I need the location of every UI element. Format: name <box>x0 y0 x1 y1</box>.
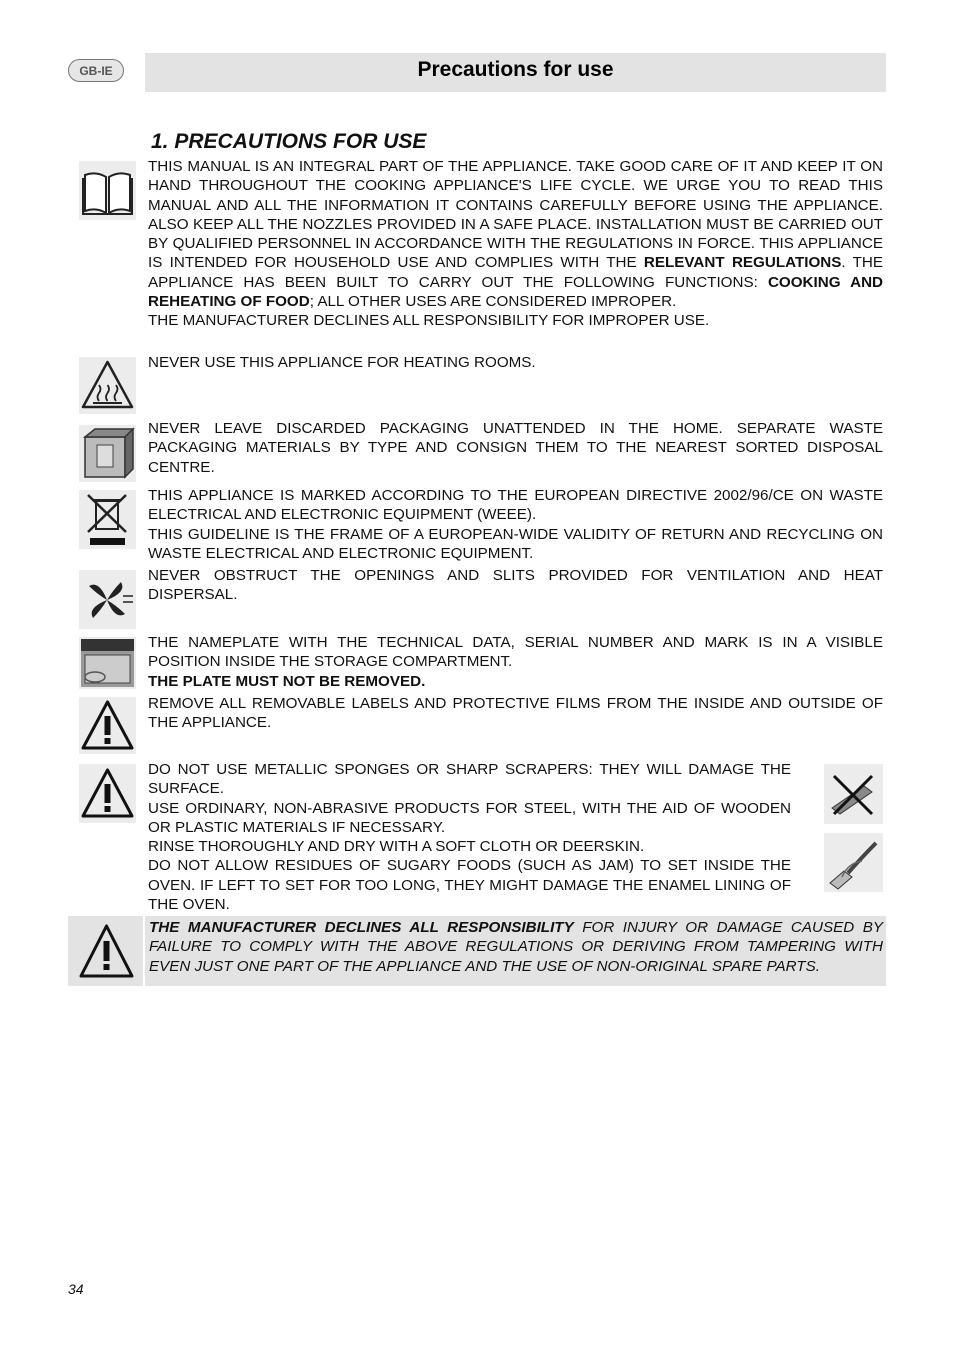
packaging-text <box>148 419 883 477</box>
responsibility-box <box>68 916 886 986</box>
cleaning-paragraph-1: DO NOT USE METALLIC SPONGES OR SHARP SCRAPERS: THEY WILL DAMAGE THE SURFACE. <box>148 761 791 798</box>
manual-declines: THE MANUFACTURER DECLINES ALL RESPONSIBILITY FOR IMPROPER USE. <box>148 312 710 330</box>
manual-text <box>148 157 883 331</box>
book-icon <box>79 161 136 220</box>
language-badge: GB-IE <box>68 59 124 82</box>
manual-bold-1: RELEVANT REGULATIONS <box>643 254 842 272</box>
manual-paragraph <box>148 157 883 311</box>
weee-bin-icon <box>79 490 136 549</box>
labels-paragraph: REMOVE ALL REMOVABLE LABELS AND PROTECTIVE FILMS FROM THE INSIDE AND OUTSIDE OF THE APPLIANCE. <box>148 695 883 732</box>
cleaning-paragraph-3: RINSE THOROUGHLY AND DRY WITH A SOFT CLOTH OR DEERSKIN. <box>148 838 645 856</box>
page-header-title: Precautions for use <box>417 57 614 81</box>
nameplate-bold-paragraph <box>148 672 883 691</box>
nameplate-text <box>148 633 883 691</box>
packaging-box-icon <box>79 425 136 482</box>
spatula-icon <box>824 833 883 892</box>
manual-bold-2: COOKING AND REHEATING OF FOOD <box>148 273 884 311</box>
labels-text <box>148 694 883 733</box>
oven-nameplate-icon <box>79 637 136 689</box>
nameplate-bold: THE PLATE MUST NOT BE REMOVED. <box>148 672 426 690</box>
hot-surface-icon <box>79 357 136 414</box>
cleaning-text <box>148 760 791 914</box>
heating-paragraph: NEVER USE THIS APPLIANCE FOR HEATING ROOMS. <box>148 354 536 371</box>
no-scraper-icon <box>824 764 883 824</box>
cleaning-paragraph-4: DO NOT ALLOW RESIDUES OF SUGARY FOODS (SUCH AS JAM) TO SET INSIDE THE OVEN. IF LEFT TO SET FOR TOO LONG, THEY MIGHT DAMAGE THE ENAMEL LINING OF THE OVEN. <box>148 857 791 914</box>
warning-icon <box>68 916 145 986</box>
header-bar <box>145 53 886 92</box>
ventilation-text <box>148 566 883 605</box>
section-title: 1. PRECAUTIONS FOR USE <box>151 130 427 153</box>
warning-icon <box>79 764 136 823</box>
weee-paragraph-1: THIS APPLIANCE IS MARKED ACCORDING TO THE EUROPEAN DIRECTIVE 2002/96/CE ON WASTE ELECTRICAL AND ELECTRONIC EQUIPMENT (WEEE). <box>148 487 883 524</box>
warning-icon <box>79 697 136 754</box>
responsibility-text <box>149 918 883 976</box>
ventilation-paragraph: NEVER OBSTRUCT THE OPENINGS AND SLITS PROVIDED FOR VENTILATION AND HEAT DISPERSAL. <box>148 567 883 604</box>
responsibility-bold: THE MANUFACTURER DECLINES ALL RESPONSIBILITY <box>149 919 574 936</box>
responsibility-rest: FOR INJURY OR DAMAGE CAUSED BY FAILURE TO COMPLY WITH THE ABOVE REGULATIONS OR DERIVING FROM TAMPERING WITH EVEN JUST ONE PART OF THE APPLIANCE AND THE USE OF NON-ORIGINAL SPARE PARTS. <box>149 919 883 975</box>
ventilation-fan-icon <box>79 570 136 629</box>
nameplate-paragraph: THE NAMEPLATE WITH THE TECHNICAL DATA, SERIAL NUMBER AND MARK IS IN A VISIBLE POSITION INSIDE THE STORAGE COMPARTMENT. <box>148 634 883 671</box>
manual-text-1: THIS MANUAL IS AN INTEGRAL PART OF THE APPLIANCE. TAKE GOOD CARE OF IT AND KEEP IT ON HAND THROUGHOUT THE COOKING APPLIANCE'S LIFE CYCLE. WE URGE YOU TO READ THIS MANUAL AND ALL THE INFORMATION IT CONTAINS CAREFULLY BEFORE USING THE APPLIANCE. ALSO KEEP ALL THE NOZZLES PROVIDED IN A SAFE PLACE. INSTALLATION MUST BE CARRIED OUT BY QUALIFIED PERSONNEL IN ACCORDANCE WITH THE REGULATIONS IN FORCE. THIS APPLIANCE IS INTENDED FOR HOUSEHOLD USE AND COMPLIES WITH THE <box>148 158 883 272</box>
heating-text <box>148 353 883 372</box>
manual-text-3: ; ALL OTHER USES ARE CONSIDERED IMPROPER. <box>309 293 677 311</box>
page-number: 34 <box>68 1281 84 1297</box>
cleaning-paragraph-2: USE ORDINARY, NON-ABRASIVE PRODUCTS FOR STEEL, WITH THE AID OF WOODEN OR PLASTIC MATERIALS IF NECESSARY. <box>148 799 791 836</box>
manual-text-2: . THE APPLIANCE HAS BEEN BUILT TO CARRY OUT THE FOLLOWING FUNCTIONS: <box>148 254 884 291</box>
weee-paragraph-2: THIS GUIDELINE IS THE FRAME OF A EUROPEAN-WIDE VALIDITY OF RETURN AND RECYCLING ON WASTE ELECTRICAL AND ELECTRONIC EQUIPMENT. <box>148 525 883 562</box>
weee-text <box>148 486 883 563</box>
packaging-paragraph: NEVER LEAVE DISCARDED PACKAGING UNATTENDED IN THE HOME. SEPARATE WASTE PACKAGING MATERIALS BY TYPE AND CONSIGN THEM TO THE NEAREST SORTED DISPOSAL CENTRE. <box>148 420 883 476</box>
